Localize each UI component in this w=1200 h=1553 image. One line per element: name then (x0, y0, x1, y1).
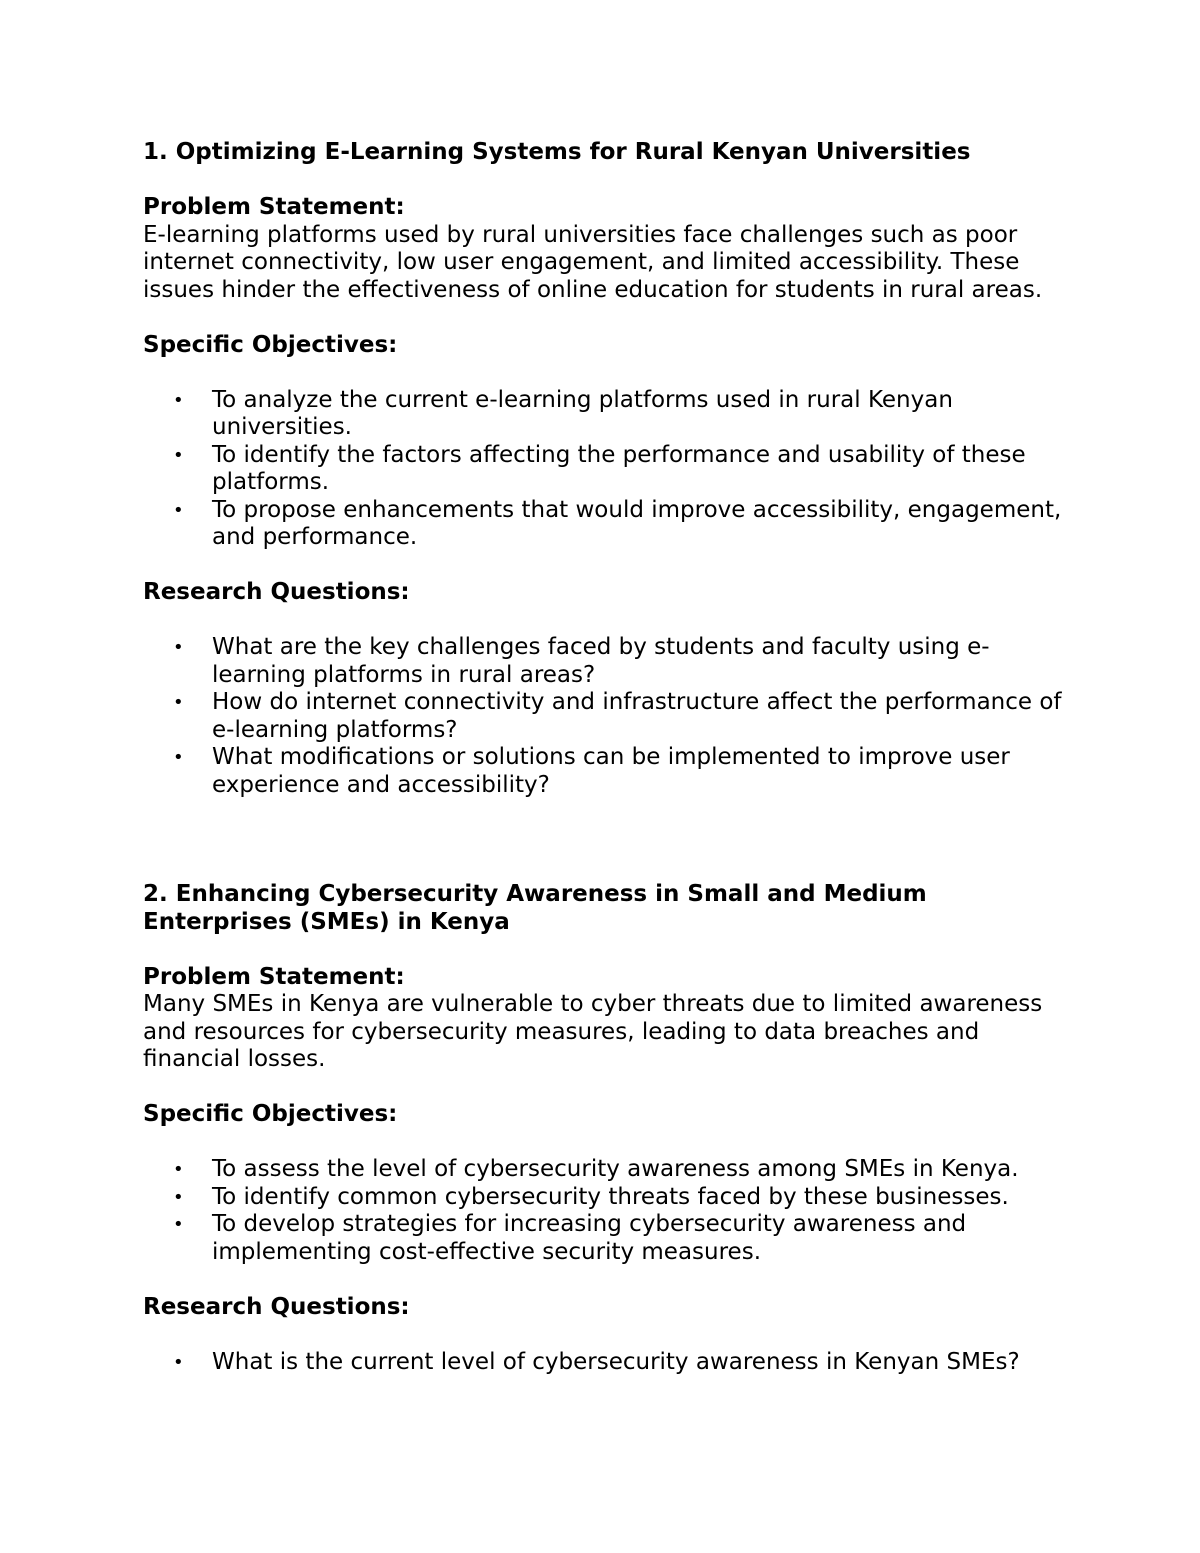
section-title: 2. Enhancing Cybersecurity Awareness in Small and Medium Enterprises (SMEs) in Kenya (143, 881, 927, 935)
list-item: • To identify common cybersecurity threats faced by these businesses. (173, 1183, 1009, 1210)
list-item: • What is the current level of cybersecurity awareness in Kenyan SMEs? (173, 1348, 1020, 1375)
bullet-icon: • (173, 747, 184, 768)
bullet-icon: • (173, 499, 184, 521)
list-item: • To assess the level of cybersecurity awareness among SMEs in Kenya. (173, 1156, 1019, 1182)
problem-statement-text: Many SMEs in Kenya are vulnerable to cyber threats due to limited awareness and resources for cybersecurity measures, leading to data breaches and financial losses. (143, 991, 1043, 1072)
specific-objectives-label: Specific Objectives: (143, 331, 398, 358)
bullet-icon: • (173, 637, 184, 658)
objectives-list (143, 387, 1063, 552)
section-1 (143, 139, 1063, 799)
specific-objectives-label: Specific Objectives: (143, 1101, 398, 1127)
problem-statement-text: E-learning platforms used by rural universities face challenges such as poor internet connectivity, low user engagement, and limited accessibility. These issues hinder the effectiveness of online education for students in rural areas. (143, 221, 1043, 303)
list-item: • What modifications or solutions can be implemented to improve user experience and accessibility? (173, 744, 1010, 798)
bullet-icon: • (173, 1159, 184, 1180)
problem-statement-label: Problem Statement: (143, 194, 405, 220)
questions-list (143, 1349, 1063, 1377)
list-item: • To identify the factors affecting the performance and usability of these platforms. (173, 441, 1026, 495)
bullet-icon: • (173, 444, 184, 466)
list-item: • To develop strategies for increasing cybersecurity awareness and implementing cost-effective security measures. (173, 1211, 967, 1265)
document-page (143, 139, 1063, 1376)
problem-statement-label: Problem Statement: (143, 963, 405, 990)
bullet-icon: • (173, 1186, 184, 1208)
list-item: • To propose enhancements that would improve accessibility, engagement, and performance. (173, 496, 1062, 550)
bullet-icon: • (173, 1351, 184, 1373)
bullet-icon: • (173, 1214, 184, 1235)
research-questions-label: Research Questions: (143, 579, 410, 605)
bullet-icon: • (173, 389, 184, 411)
list-item: • How do internet connectivity and infrastructure affect the performance of e-learning platforms? (173, 689, 1062, 743)
bullet-icon: • (173, 692, 184, 713)
list-item: • What are the key challenges faced by students and faculty using e-learning platforms in rural areas? (173, 634, 990, 688)
list-item: • To analyze the current e-learning platforms used in rural Kenyan universities. (173, 386, 953, 440)
research-questions-label: Research Questions: (143, 1293, 410, 1320)
objectives-list (143, 1156, 1063, 1266)
section-title: 1. Optimizing E-Learning Systems for Rural Kenyan Universities (143, 139, 971, 165)
section-2 (143, 881, 1063, 1376)
questions-list (143, 634, 1063, 799)
